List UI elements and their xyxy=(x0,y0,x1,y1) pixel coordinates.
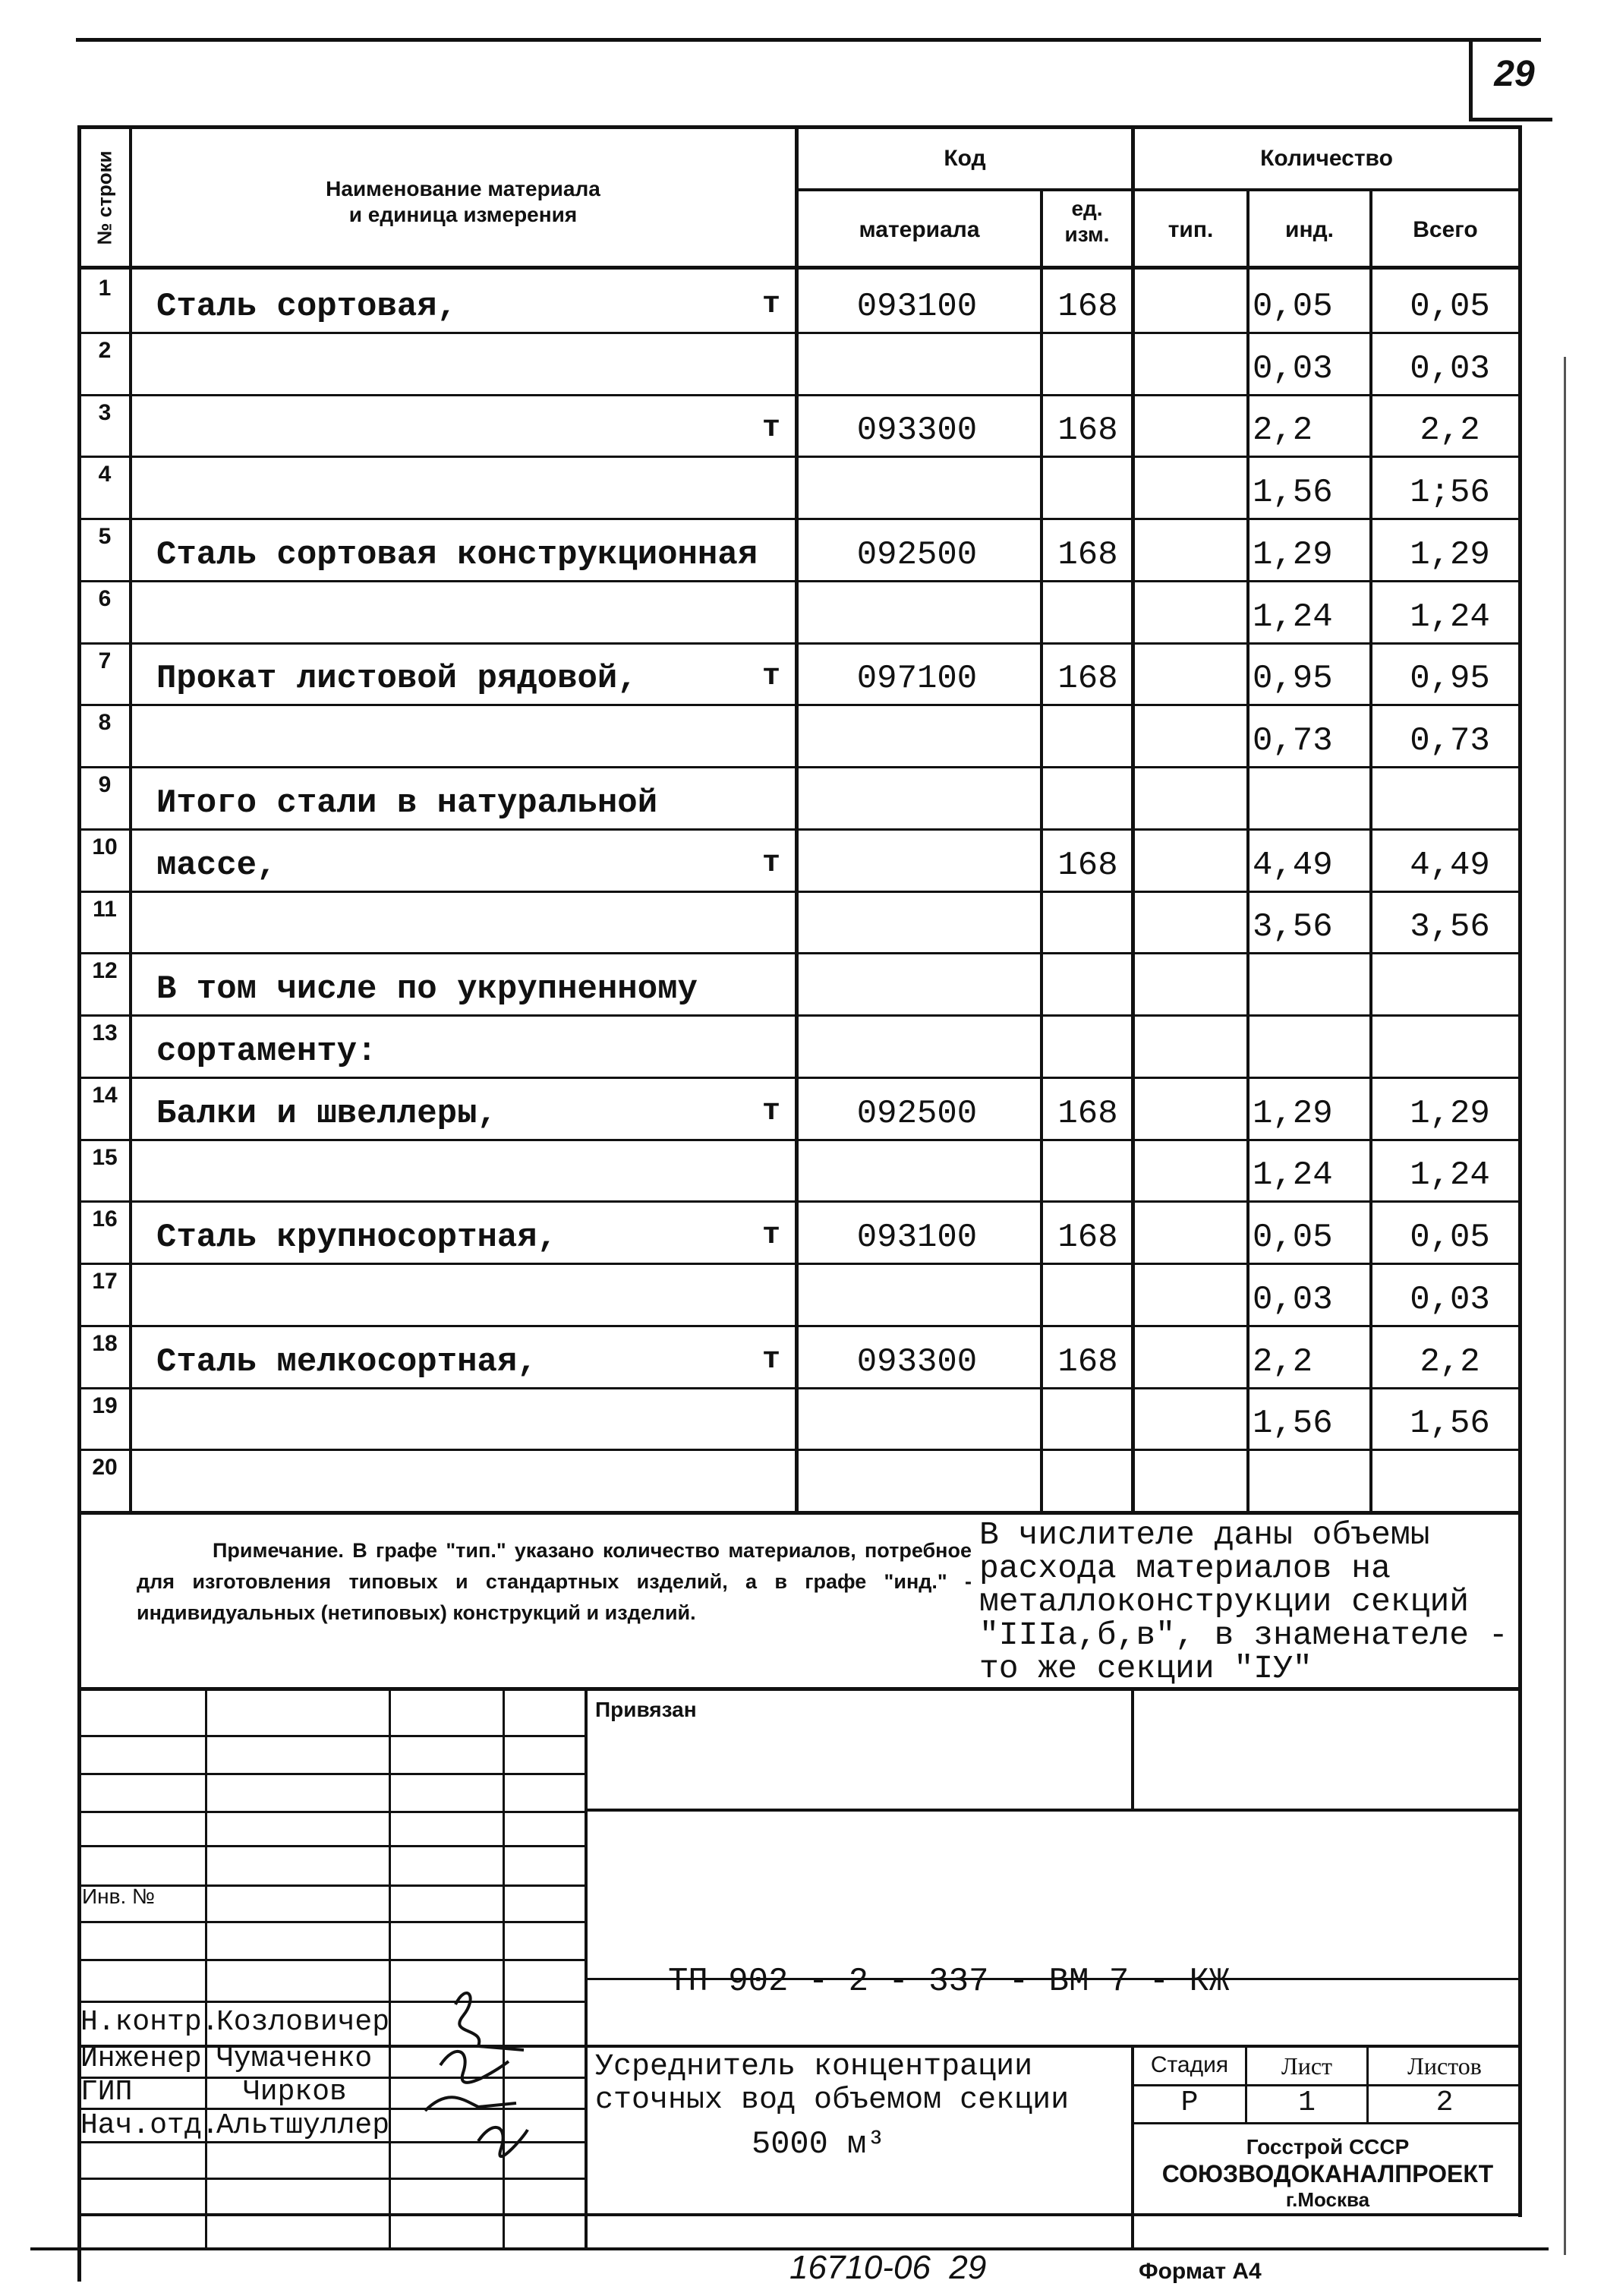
row-total: 1,24 xyxy=(1410,598,1490,636)
row-code: 092500 xyxy=(856,536,978,574)
row-total: 0,05 xyxy=(1410,288,1490,326)
inv-no-label: Инв. № xyxy=(82,1884,156,1908)
row-number: 20 xyxy=(92,1455,118,1480)
row-total: 1,56 xyxy=(1410,1405,1490,1443)
row-number: 18 xyxy=(92,1331,118,1356)
row-separator xyxy=(77,704,1522,706)
row-name: Сталь сортовая конструкционная xyxy=(156,536,758,574)
row-number: 15 xyxy=(92,1145,118,1170)
row-number: 6 xyxy=(98,586,112,611)
row-unit: т xyxy=(762,847,781,881)
row-number: 11 xyxy=(93,897,117,922)
header-qty-group: Количество xyxy=(1260,146,1393,171)
signatures-graphic xyxy=(395,1974,592,2164)
row-separator xyxy=(77,891,1522,893)
row-separator xyxy=(77,1139,1522,1141)
row-ind: 1,24 xyxy=(1253,598,1333,636)
row-separator xyxy=(77,394,1522,396)
row-total: 1,29 xyxy=(1410,536,1490,574)
privyazan-label: Привязан xyxy=(595,1698,697,1721)
row-uom: 168 xyxy=(1057,660,1118,698)
row-total: 1;56 xyxy=(1410,474,1490,512)
footer-doc-number: 16710-06 29 xyxy=(789,2249,987,2286)
row-ind: 0,03 xyxy=(1253,350,1333,388)
row-total: 3,56 xyxy=(1410,908,1490,946)
signer-role: Инженер xyxy=(80,2042,202,2075)
row-number: 3 xyxy=(98,400,112,425)
row-code: 093300 xyxy=(856,1343,978,1381)
header-qty-typ: тип. xyxy=(1168,217,1214,242)
row-number: 8 xyxy=(98,710,112,735)
org-line-1: Госстрой СССР xyxy=(1246,2135,1410,2159)
row-separator xyxy=(77,1325,1522,1327)
row-unit: т xyxy=(762,1219,781,1253)
row-number: 12 xyxy=(92,958,118,983)
row-separator xyxy=(77,518,1522,520)
row-separator xyxy=(77,952,1522,954)
row-unit: т xyxy=(762,660,781,694)
row-total: 2,2 xyxy=(1420,412,1480,449)
row-number: 16 xyxy=(92,1206,118,1232)
page-number: 29 xyxy=(1494,54,1535,94)
row-ind: 4,49 xyxy=(1253,847,1333,885)
row-uom: 168 xyxy=(1057,1343,1118,1381)
stage-label: Стадия xyxy=(1150,2052,1229,2077)
row-name: массе, xyxy=(156,847,277,885)
row-separator xyxy=(77,580,1522,582)
row-uom: 168 xyxy=(1057,1095,1118,1133)
row-ind: 2,2 xyxy=(1253,1343,1313,1381)
signer-role: Нач.отд. xyxy=(80,2109,219,2142)
row-number: 10 xyxy=(92,834,118,859)
row-total: 1,29 xyxy=(1410,1095,1490,1133)
row-total: 0,03 xyxy=(1410,350,1490,388)
title-line-3: 5000 м³ xyxy=(752,2126,886,2162)
header-qty-total: Всего xyxy=(1413,217,1478,242)
row-uom: 168 xyxy=(1057,847,1118,885)
row-number: 19 xyxy=(92,1393,118,1418)
row-separator xyxy=(77,1263,1522,1265)
row-separator xyxy=(77,766,1522,768)
row-separator xyxy=(77,332,1522,334)
signer-name: Чирков xyxy=(243,2076,347,2108)
row-name: Итого стали в натуральной xyxy=(156,784,658,822)
row-code: 093300 xyxy=(856,412,978,449)
sheets-label: Листов xyxy=(1407,2052,1482,2080)
row-ind: 1,56 xyxy=(1253,474,1333,512)
row-ind: 0,05 xyxy=(1253,288,1333,326)
note-right: В числителе даны объемы расхода материалов на металлоконструкции секций "IIIа,б,в", в знаменателе - то же секции "IУ" xyxy=(979,1516,1508,1687)
row-ind: 1,29 xyxy=(1253,1095,1333,1133)
signer-name: Чумаченко xyxy=(216,2042,373,2075)
row-unit: т xyxy=(762,1095,781,1129)
row-ind: 1,24 xyxy=(1253,1156,1333,1194)
row-name: Сталь мелкосортная, xyxy=(156,1343,537,1381)
signer-name: Альтшуллер xyxy=(216,2109,390,2142)
row-separator xyxy=(77,1077,1522,1079)
row-name: Прокат листовой рядовой, xyxy=(156,660,638,698)
row-total: 0,73 xyxy=(1410,722,1490,760)
header-name: Наименование материала и единица измерения xyxy=(326,177,600,226)
row-uom: 168 xyxy=(1057,288,1118,326)
row-total: 0,05 xyxy=(1410,1219,1490,1257)
signer-name: Козловичер xyxy=(216,2006,390,2039)
doc-code: ТП 902 - 2 - 337 - ВМ 7 - КЖ xyxy=(668,1963,1230,2001)
header-code-group: Код xyxy=(944,146,986,171)
row-ind: 3,56 xyxy=(1253,908,1333,946)
row-separator xyxy=(77,828,1522,831)
row-number: 5 xyxy=(98,524,112,549)
row-ind: 0,05 xyxy=(1253,1219,1333,1257)
row-number: 4 xyxy=(98,462,112,487)
row-number: 14 xyxy=(92,1083,118,1108)
header-code-unit: ед. изм. xyxy=(1064,197,1110,246)
sheet-label: Лист xyxy=(1281,2052,1332,2080)
row-ind: 1,56 xyxy=(1253,1405,1333,1443)
header-qty-ind: инд. xyxy=(1285,217,1334,242)
row-total: 0,03 xyxy=(1410,1281,1490,1319)
row-number: 17 xyxy=(92,1269,118,1294)
row-number: 1 xyxy=(98,276,112,301)
row-number: 7 xyxy=(98,648,112,673)
footer-format: Формат А4 xyxy=(1139,2259,1262,2284)
row-ind: 1,29 xyxy=(1253,536,1333,574)
header-code-material: материала xyxy=(859,217,980,242)
row-ind: 0,73 xyxy=(1253,722,1333,760)
row-code: 092500 xyxy=(856,1095,978,1133)
row-uom: 168 xyxy=(1057,536,1118,574)
row-name: сортаменту: xyxy=(156,1033,377,1071)
row-number: 2 xyxy=(98,338,112,363)
signer-role: ГИП xyxy=(80,2076,133,2108)
row-separator xyxy=(77,1014,1522,1017)
row-separator xyxy=(77,642,1522,645)
row-unit: т xyxy=(762,288,781,322)
row-code: 093100 xyxy=(856,1219,978,1257)
org-line-3: г.Москва xyxy=(1285,2188,1370,2211)
row-ind: 0,03 xyxy=(1253,1281,1333,1319)
row-uom: 168 xyxy=(1057,1219,1118,1257)
row-ind: 0,95 xyxy=(1253,660,1333,698)
row-code: 093100 xyxy=(856,288,978,326)
row-number: 9 xyxy=(98,772,112,797)
row-separator xyxy=(77,1449,1522,1451)
sheet-value: 1 xyxy=(1298,2086,1316,2119)
signer-role: Н.контр. xyxy=(80,2006,219,2039)
row-name: Балки и швеллеры, xyxy=(156,1095,497,1133)
header-row-no: № строки xyxy=(93,150,116,245)
row-code: 097100 xyxy=(856,660,978,698)
row-name: Сталь крупносортная, xyxy=(156,1219,558,1257)
row-ind: 2,2 xyxy=(1253,412,1313,449)
row-total: 1,24 xyxy=(1410,1156,1490,1194)
row-name: Сталь сортовая, xyxy=(156,288,458,326)
row-total: 0,95 xyxy=(1410,660,1490,698)
row-separator xyxy=(77,456,1522,458)
sheets-value: 2 xyxy=(1435,2086,1454,2119)
row-total: 2,2 xyxy=(1420,1343,1480,1381)
row-unit: т xyxy=(762,412,781,446)
row-separator xyxy=(77,1200,1522,1203)
row-separator xyxy=(77,1387,1522,1389)
note-left: Примечание. В графе "тип." указано количество материалов, потребное для изготовления типовых и стандартных изделий, а в графе "инд." - индивидуальных (нетиповых) конструкций и изделий. xyxy=(137,1539,972,1624)
row-unit: т xyxy=(762,1343,781,1377)
title-line-1: Усреднитель концентрации xyxy=(595,2050,1033,2084)
stage-value: Р xyxy=(1180,2086,1199,2119)
row-uom: 168 xyxy=(1057,412,1118,449)
row-total: 4,49 xyxy=(1410,847,1490,885)
row-number: 13 xyxy=(92,1020,118,1046)
org-line-2: СОЮЗВОДОКАНАЛПРОЕКТ xyxy=(1161,2160,1494,2187)
row-name: В том числе по укрупненному xyxy=(156,970,698,1008)
title-line-2: сточных вод объемом секции xyxy=(595,2083,1070,2118)
